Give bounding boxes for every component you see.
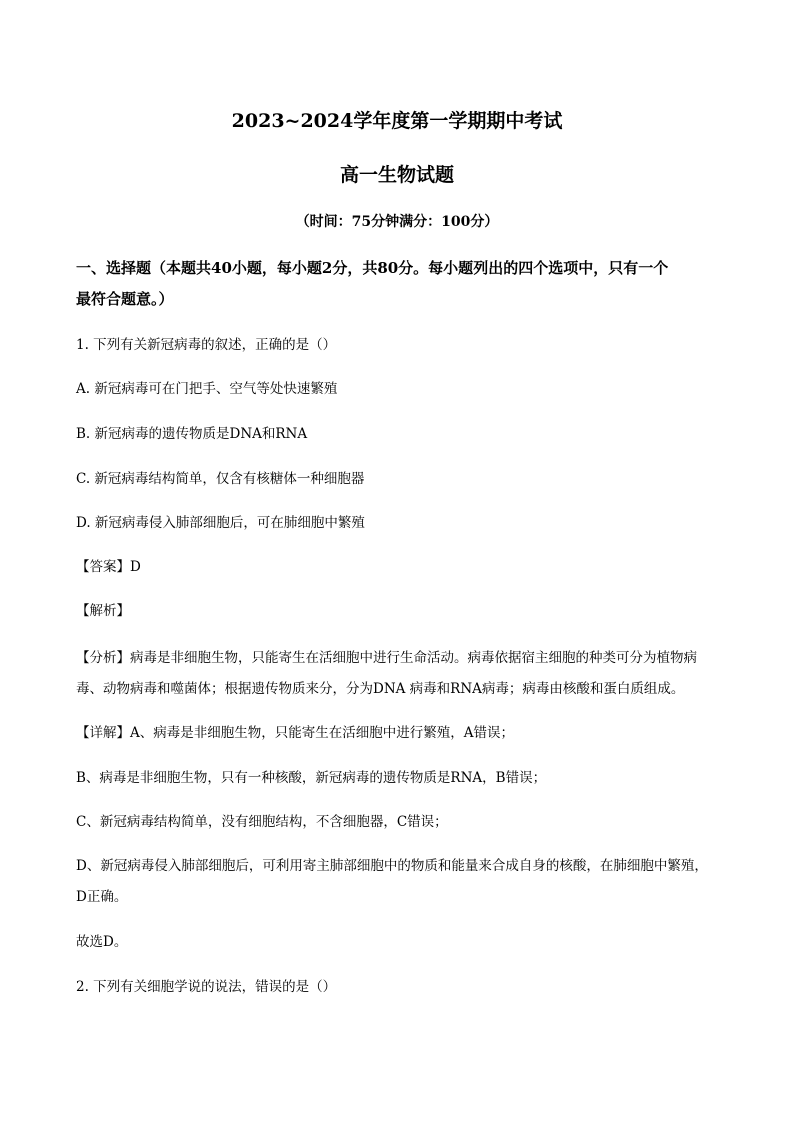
exam-info: （时间：75分钟满分：100分） [295,214,499,230]
detail-d-line2: D正确。 [76,889,128,905]
question-1-option-a: A. 新冠病毒可在门把手、空气等处快速繁殖 [76,381,338,397]
subject-title: 高一生物试题 [339,164,454,186]
question-2-stem: 2. 下列有关细胞学说的说法，错误的是（） [76,979,337,995]
detail-c: C、新冠病毒结构简单，没有细胞结构，不含细胞器，C错误； [76,814,448,830]
fenxi-line2: 毒、动物病毒和噬菌体；根据遗传物质来分，分为DNA 病毒和RNA病毒；病毒由核酸和蛋白质组成。 [76,681,685,697]
section-heading-line2: 最符合题意。） [76,290,174,308]
question-1-option-c: C. 新冠病毒结构简单，仅含有核糖体一种细胞器 [76,471,365,487]
analysis-label: 【解析】 [76,603,130,619]
fenxi-line1: 【分析】病毒是非细胞生物，只能寄生在活细胞中进行生命活动。病毒依据宿主细胞的种类可分为植物病 [76,650,697,666]
section-heading-line1: 一、选择题（本题共40小题，每小题2分，共80分。每小题列出的四个选项中，只有一个 [76,259,669,277]
exam-title: 2023~2024学年度第一学期期中考试 [231,110,563,132]
conclusion: 故选D。 [76,934,128,950]
answer-line: 【答案】D [76,559,141,575]
detail-a: 【详解】A、病毒是非细胞生物，只能寄生在活细胞中进行繁殖，A错误； [76,725,514,741]
detail-d-line1: D、新冠病毒侵入肺部细胞后，可利用寄主肺部细胞中的物质和能量来合成自身的核酸，在肺细胞中繁殖， [76,858,708,874]
question-1-option-b: B. 新冠病毒的遗传物质是DNA和RNA [76,426,308,442]
question-1-option-d: D. 新冠病毒侵入肺部细胞后，可在肺细胞中繁殖 [76,515,365,531]
question-1-stem: 1. 下列有关新冠病毒的叙述，正确的是（） [76,337,337,353]
detail-b: B、病毒是非细胞生物，只有一种核酸，新冠病毒的遗传物质是RNA，B错误； [76,770,547,786]
